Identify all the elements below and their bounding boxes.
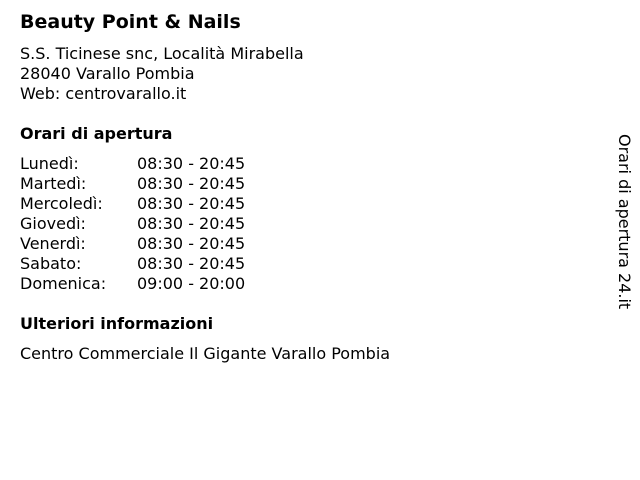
hours-row-friday	[20, 234, 280, 254]
additional-info-heading: Ulteriori informazioni	[20, 314, 214, 333]
time-range: 08:30 - 20:45	[137, 234, 246, 253]
address-line-city: 28040 Varallo Pombia	[20, 64, 195, 83]
business-name: Beauty Point & Nails	[20, 11, 241, 33]
day-label: Mercoledì:	[20, 194, 103, 213]
additional-info-text: Centro Commerciale Il Gigante Varallo Pombia	[20, 344, 391, 363]
day-label: Giovedì:	[20, 214, 86, 233]
hours-row-wednesday	[20, 194, 280, 214]
time-range: 08:30 - 20:45	[137, 214, 246, 233]
hours-row-sunday	[20, 274, 280, 294]
hours-row-monday	[20, 154, 280, 174]
website-link[interactable]: Web: centrovarallo.it	[20, 84, 187, 103]
day-label: Sabato:	[20, 254, 82, 273]
opening-hours-heading: Orari di apertura	[20, 124, 173, 143]
time-range: 08:30 - 20:45	[137, 154, 246, 173]
day-label: Domenica:	[20, 274, 107, 293]
business-address	[20, 44, 304, 104]
address-line-street: S.S. Ticinese snc, Località Mirabella	[20, 44, 304, 63]
hours-row-saturday	[20, 254, 280, 274]
site-watermark: Orari di apertura 24.it	[615, 134, 634, 310]
day-label: Lunedì:	[20, 154, 79, 173]
opening-hours-table	[20, 154, 280, 294]
hours-row-tuesday	[20, 174, 280, 194]
time-range: 08:30 - 20:45	[137, 254, 246, 273]
time-range: 09:00 - 20:00	[137, 274, 246, 293]
time-range: 08:30 - 20:45	[137, 194, 246, 213]
hours-row-thursday	[20, 214, 280, 234]
time-range: 08:30 - 20:45	[137, 174, 246, 193]
day-label: Martedì:	[20, 174, 87, 193]
day-label: Venerdì:	[20, 234, 86, 253]
